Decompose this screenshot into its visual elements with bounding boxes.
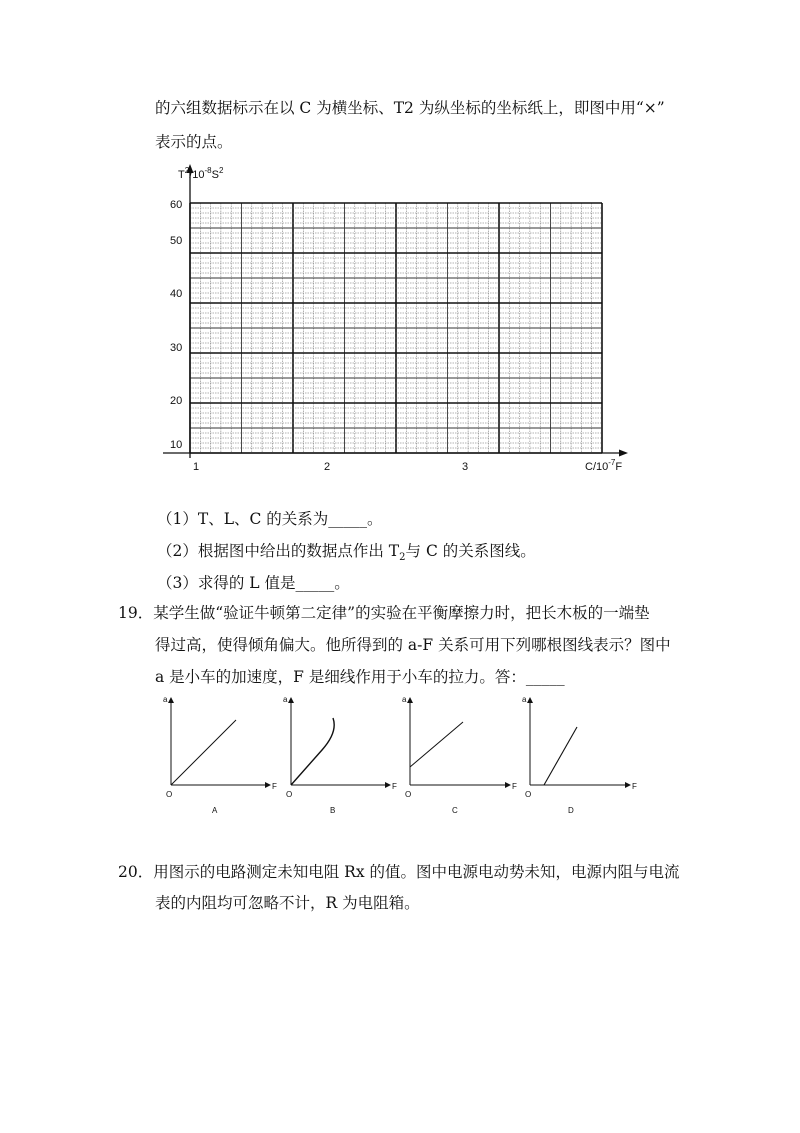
question-1: （1）T、L、C 的关系为_____。 [157, 510, 383, 528]
graph-d-line [544, 727, 577, 785]
graph-c-origin: O [405, 790, 412, 799]
graph-b-axis-y: a [283, 695, 288, 704]
y-tick-label: 10 [170, 439, 183, 451]
problem-19-line-3: a 是小车的加速度，F 是细线作用于小车的拉力。答：_____ [155, 668, 565, 686]
graph-c-axis-x: F [512, 782, 517, 791]
problem-20-line-2: 表的内阻均可忽略不计，R 为电阻箱。 [155, 894, 420, 912]
x-axis-label: $C/10^{-7}F$ [585, 458, 623, 473]
graph-d-axis-y: a [522, 695, 527, 704]
graph-a-axis-y: a [163, 695, 168, 704]
graph-b-origin: O [286, 790, 293, 799]
graph-c-line [410, 722, 463, 767]
graph-b-axis-x: F [392, 782, 397, 791]
graph-a-label: A [212, 806, 218, 815]
x-tick-label: 1 [193, 461, 200, 473]
graph-a-axis-x: F [272, 782, 277, 791]
graph-a-line [171, 720, 236, 785]
graph-d-label: D [568, 806, 574, 815]
graph-c-axis-y: a [402, 695, 407, 704]
y-tick-label: 40 [170, 288, 183, 300]
y-axis-label: $T^2/10^{-8}S^2$ [178, 166, 224, 181]
graph-a [163, 695, 277, 815]
y-tick-label: 50 [170, 235, 183, 247]
intro-line-2: 表示的点。 [155, 133, 233, 151]
y-tick-label: 60 [170, 199, 183, 211]
graph-c [402, 695, 517, 815]
x-tick-label: 2 [324, 461, 331, 473]
question-2: （2）根据图中给出的数据点作出 $T_2$与 C 的关系图线。 [157, 542, 536, 564]
graph-b-label: B [330, 806, 336, 815]
y-tick-label: 20 [170, 395, 183, 407]
problem-19-line-1: 19．某学生做“验证牛顿第二定律”的实验在平衡摩擦力时，把长木板的一端垫 [118, 604, 650, 622]
graph-d [522, 695, 637, 815]
y-tick-label: 30 [170, 342, 183, 354]
x-tick-label: 3 [462, 461, 469, 473]
graph-d-origin: O [525, 790, 532, 799]
problem-20-line-1: 20．用图示的电路测定未知电阻 Rx 的值。图中电源电动势未知，电源内阻与电流 [118, 863, 680, 881]
graph-a-origin: O [166, 790, 173, 799]
intro-line-1: 的六组数据标示在以 C 为横坐标、T2 为纵坐标的坐标纸上，即图中用“×” [155, 99, 665, 117]
graph-b-line [291, 718, 334, 785]
graph-c-label: C [452, 806, 458, 815]
problem-19-line-2: 得过高，使得倾角偏大。他所得到的 a-F 关系可用下列哪根图线表示？图中 [155, 636, 671, 654]
graph-d-axis-x: F [632, 782, 637, 791]
question-3: （3）求得的 L 值是_____。 [157, 574, 350, 592]
graph-b [283, 695, 397, 815]
